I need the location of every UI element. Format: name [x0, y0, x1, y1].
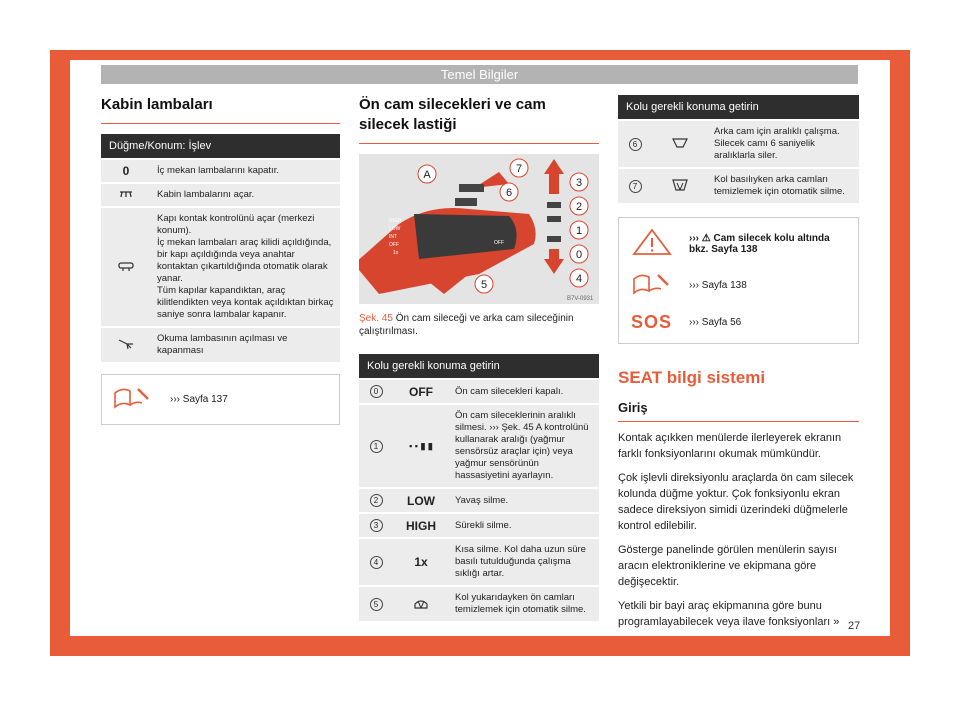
table-row	[101, 183, 340, 207]
callout-0: 0	[575, 249, 583, 261]
warning-reference-link[interactable]: ››› ⚠ Cam silecek kolu altında bkz. Sayfa 138	[689, 232, 830, 255]
position-symbol: LOW	[393, 488, 449, 513]
subsection-heading: Giriş	[618, 400, 859, 422]
table-header: Düğme/Konum: İşlev	[101, 134, 340, 159]
door-lamp-icon	[101, 207, 151, 327]
row-text: Sürekli silme.	[449, 513, 599, 538]
position-symbol: 1x	[393, 538, 449, 586]
position-number: 2	[370, 494, 383, 507]
paragraph: Çok işlevli direksiyonlu araçlarda ön cam silecek kolunda düğme yoktur. Çok fonksiyonlu ekran sadece direksiyon simidi üzerindeki düğmelerle kontrol edilebilir.	[618, 472, 854, 532]
book-wrench-icon	[112, 385, 152, 414]
washer-icon	[393, 586, 449, 621]
position-symbol: ▪ ▪ ▮ ▮	[393, 404, 449, 488]
row-text: Kol yukarıdayken ön camları temizlemek için otomatik silme.	[449, 586, 599, 621]
position-number: 4	[370, 556, 383, 569]
reading-lamp-icon	[101, 327, 151, 362]
lamp-icon	[101, 183, 151, 207]
row-text: Kısa silme. Kol daha uzun süre basılı tutulduğunda çalışma sıklığı artar.	[449, 538, 599, 586]
callout-2: 2	[575, 201, 583, 213]
row-text: İç mekan lambalarını kapatır.	[151, 159, 340, 183]
lever-label-1x: 1x	[393, 250, 399, 256]
callout-4: 4	[575, 273, 583, 285]
callout-5: 5	[480, 279, 488, 291]
row-text: Okuma lambasının açılması ve kapanması	[151, 327, 340, 362]
row-text: Kol basılıyken arka camları temizlemek için otomatik silme.	[708, 168, 859, 203]
table-row	[101, 159, 340, 183]
wiper-positions-table	[359, 354, 599, 621]
position-symbol: HIGH	[393, 513, 449, 538]
reference-box	[101, 374, 340, 425]
wiper-lever-figure	[359, 154, 599, 304]
page-header: Temel Bilgiler	[101, 65, 858, 84]
position-number: 6	[629, 138, 642, 151]
lever-label-int: INT	[389, 234, 398, 240]
lever-label-off: OFF	[389, 242, 399, 248]
paragraph: Kontak açıkken menülerde ilerleyerek ekranın farklı fonksiyonlarını okumak mümkündür.	[618, 432, 842, 460]
position-number: 1	[370, 440, 383, 453]
figure-caption	[359, 312, 599, 338]
table-row	[618, 168, 859, 203]
reference-box	[618, 217, 859, 344]
off-symbol: 0	[101, 159, 151, 183]
lever-label-rear-off: OFF	[494, 240, 504, 246]
sos-label: SOS	[631, 312, 673, 332]
wipers-section	[359, 95, 599, 621]
table-row	[359, 586, 599, 621]
section-title: Kabin lambaları	[101, 95, 340, 124]
table-header: Kolu gerekli konuma getirin	[359, 354, 599, 379]
warning-icon	[631, 228, 673, 259]
position-number: 5	[370, 598, 383, 611]
table-row	[359, 379, 599, 404]
page-reference-link[interactable]: ››› Sayfa 137	[170, 394, 228, 405]
rear-wiper-icon	[652, 120, 708, 168]
cabin-lights-table	[101, 134, 340, 362]
section-title: Ön cam silecekleri ve cam silecek lastiği	[359, 95, 599, 144]
callout-A: A	[423, 169, 431, 181]
rear-washer-icon	[652, 168, 708, 203]
table-row	[101, 327, 340, 362]
page-reference-link[interactable]: ››› Sayfa 138	[689, 280, 747, 291]
figure-code: B7V-0931	[567, 296, 594, 302]
lever-label-high: HIGH	[389, 218, 402, 224]
position-number: 7	[629, 180, 642, 193]
paragraph: Yetkili bir bayi araç ekipmanına göre bunu programlayabilecek veya ilave fonksiyonları »	[618, 600, 840, 628]
caption-label: Şek. 45	[359, 313, 393, 324]
row-text: Kapı kontak kontrolünü açar (merkezi konum). İç mekan lambaları araç kilidi açıldığında, bir kapı açıldığında veya anahtar kontaktan çıkartıldığında otomatik olarak yanar. Tüm kapılar kapandıktan, araç kilitlendikten veya kontak açıldıktan birkaç saniye sonra lambalar kapanır.	[151, 207, 340, 327]
row-text: Arka cam için aralıklı çalışma. Silecek camı 6 saniyelik aralıklarla siler.	[708, 120, 859, 168]
rear-wiper-and-info-section	[618, 95, 859, 630]
table-row	[359, 488, 599, 513]
paragraph: Gösterge panelinde görülen menülerin sayısı aracın elektroniklerine ve ekipmana göre değişecektir.	[618, 544, 837, 588]
table-row	[359, 404, 599, 488]
row-text: Kabin lambalarını açar.	[151, 183, 340, 207]
table-row	[101, 207, 340, 327]
row-text: Ön cam sileceklerinin aralıklı silmesi. ››› Şek. 45 A kontrolünü kullanarak aralığı (yağmur sensörsüz araçlar için) veya yağmur sensörünün hassasiyetini ayarlayın.	[449, 404, 599, 488]
callout-6: 6	[505, 187, 513, 199]
position-number: 3	[370, 519, 383, 532]
caption-text: Ön cam sileceği ve arka cam sileceğinin çalıştırılması.	[359, 313, 574, 337]
table-header: Kolu gerekli konuma getirin	[618, 95, 859, 120]
page-number: 27	[848, 620, 861, 632]
row-text: Ön cam silecekleri kapalı.	[449, 379, 599, 404]
position-number: 0	[370, 385, 383, 398]
row-text: Yavaş silme.	[449, 488, 599, 513]
table-row	[618, 120, 859, 168]
page-reference-link[interactable]: ››› Sayfa 56	[689, 317, 742, 328]
lever-label-low: LOW	[389, 226, 401, 232]
rear-wiper-table	[618, 95, 859, 203]
table-row	[359, 513, 599, 538]
book-wrench-icon	[631, 271, 673, 300]
callout-7: 7	[515, 163, 523, 175]
callout-1: 1	[575, 225, 583, 237]
table-row	[359, 538, 599, 586]
cabin-lights-section	[101, 95, 340, 425]
section-heading: SEAT bilgi sistemi	[618, 368, 766, 387]
callout-3: 3	[575, 177, 583, 189]
position-symbol: OFF	[393, 379, 449, 404]
